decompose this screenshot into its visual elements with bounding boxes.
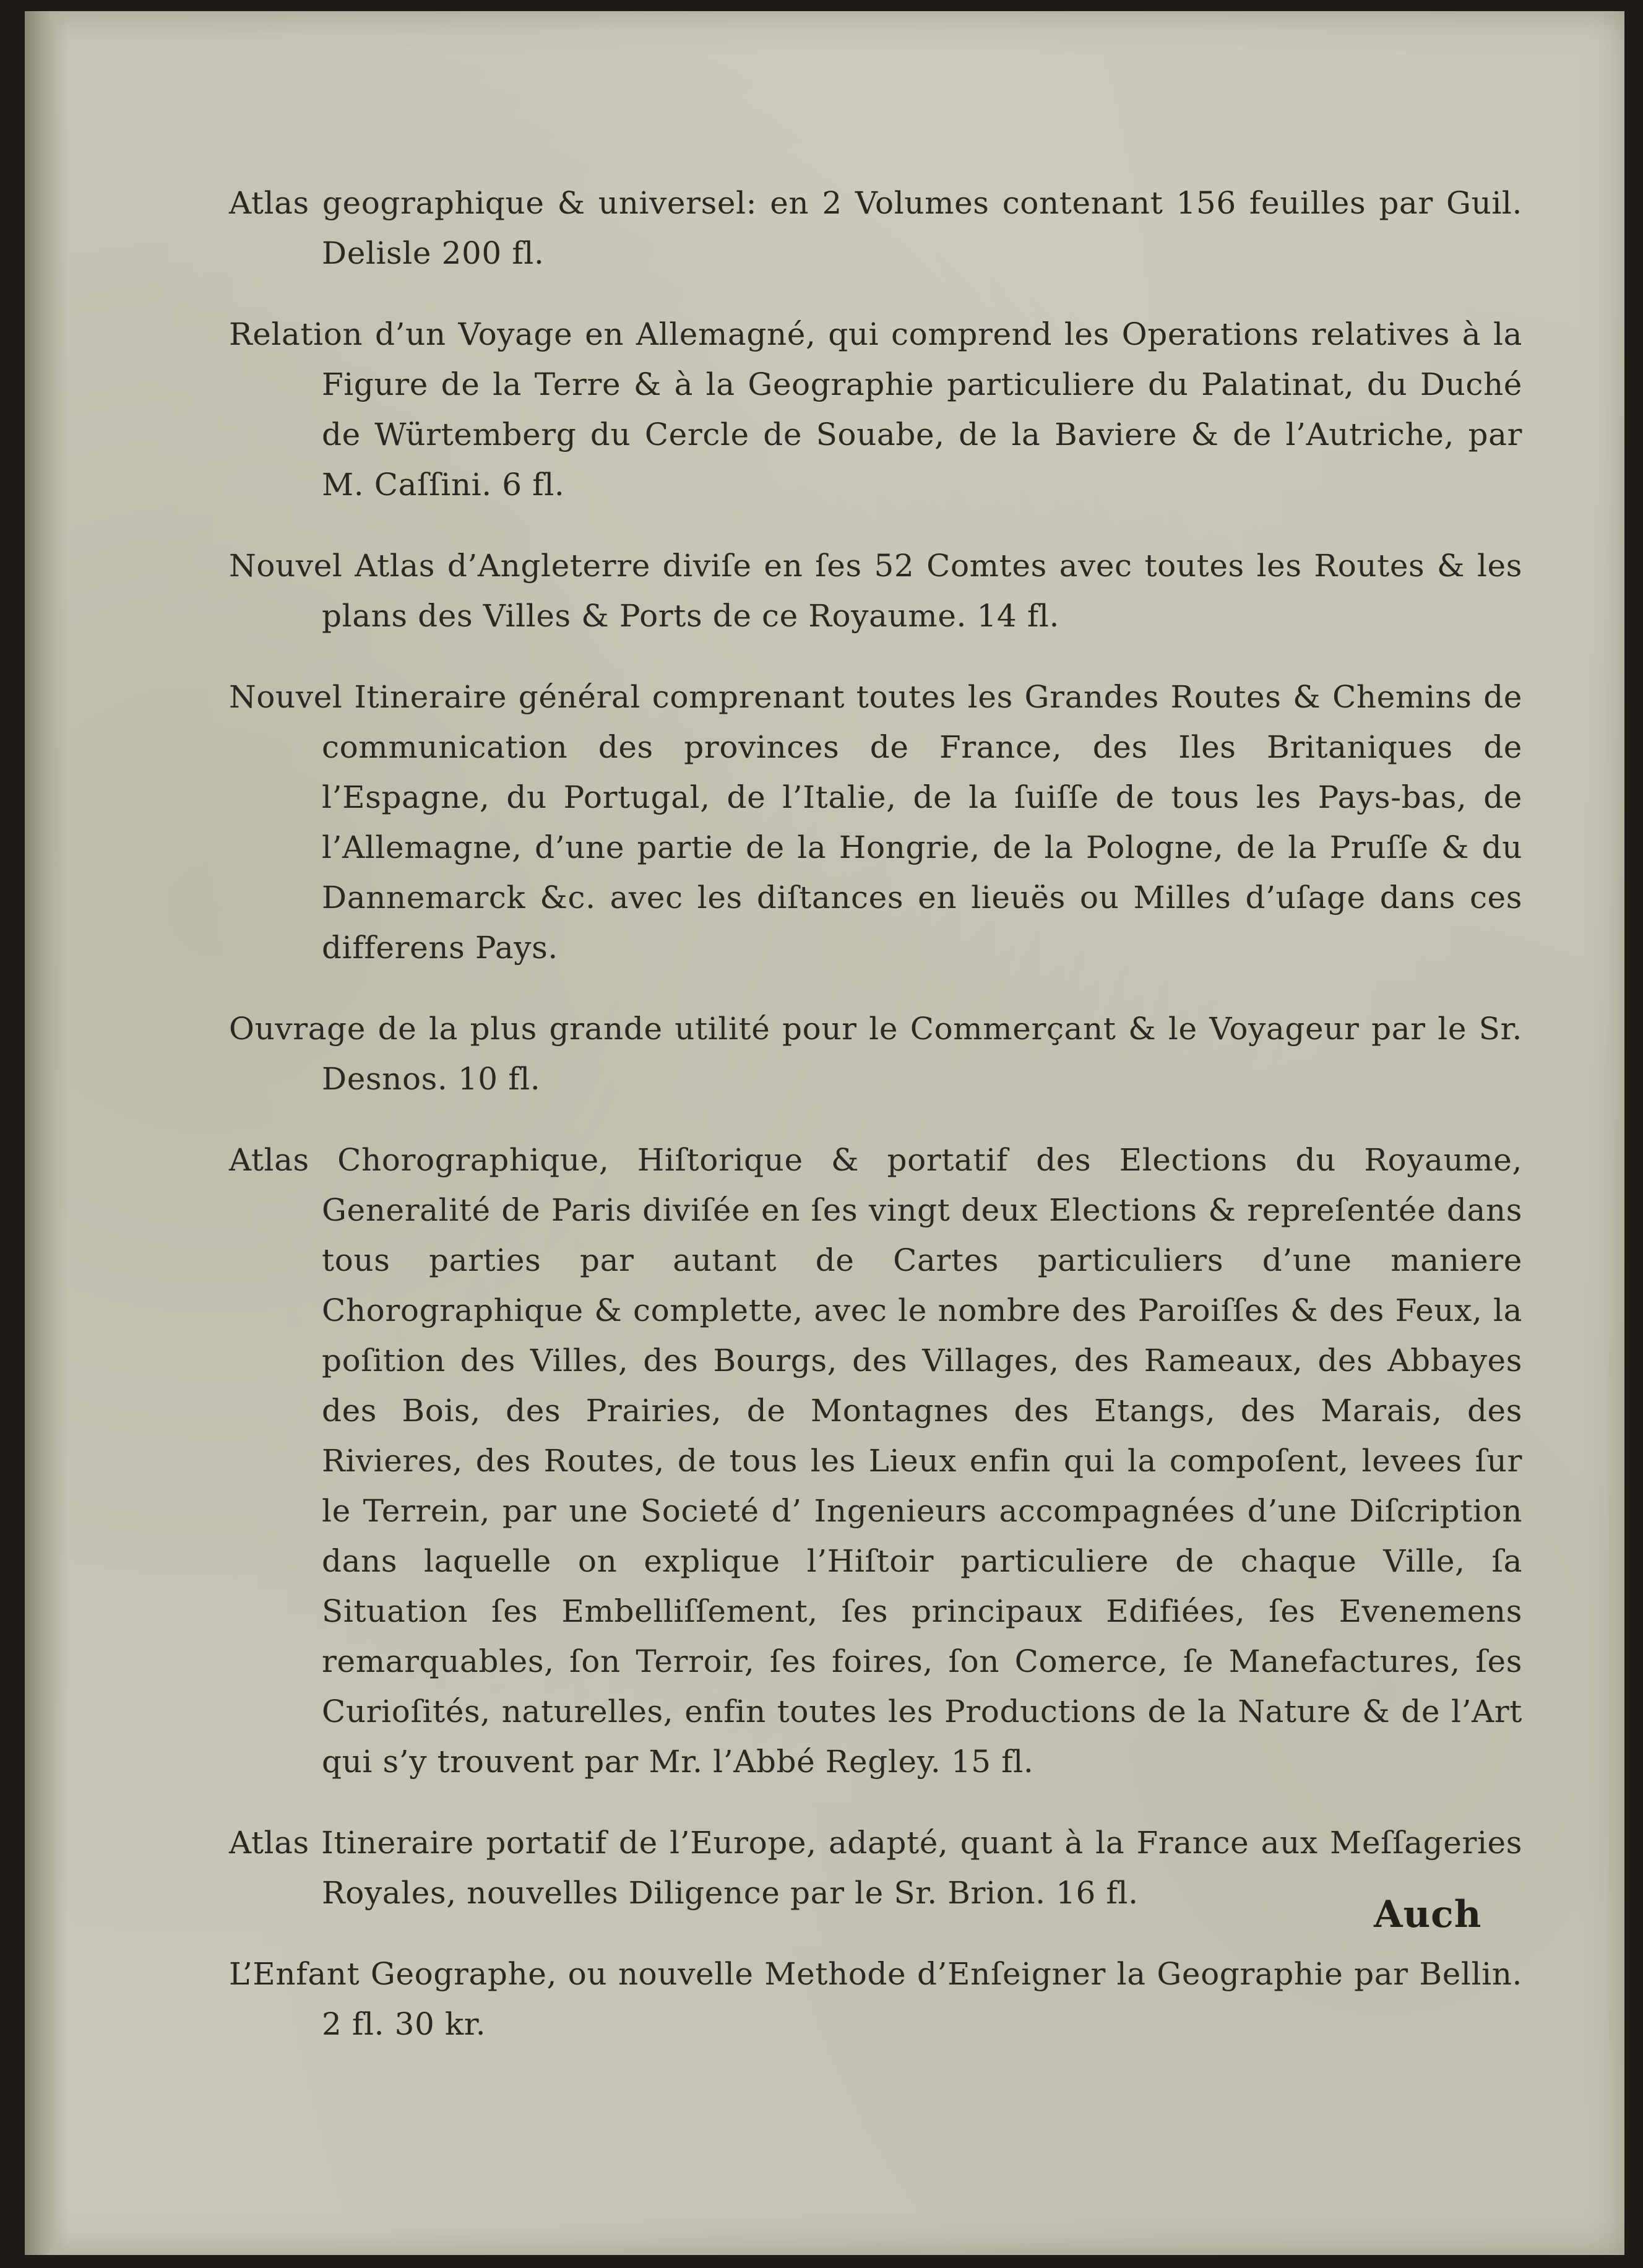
- catalog-entry: L’Enfant Geographe, ou nouvelle Methode d’Enſeigner la Geographie par Bellin. 2 fl. 30 kr.: [229, 1956, 1522, 2042]
- catalog-entry: Ouvrage de la plus grande utilité pour le Commerçant & le Voyageur par le Sr. Desnos. 10 fl.: [229, 1011, 1522, 1097]
- catalog-entry: Atlas Chorographique, Hiſtorique & portatif des Elections du Royaume, Generalité de Paris diviſée en ſes vingt deux Elections & repreſentée dans tous parties par autant de Cartes particuliers d’une maniere Chorographique & complette, avec le nombre des Paroiſſes & des Feux, la poſition des Villes, des Bourgs, des Villages, des Rameaux, des Abbayes des Bois, des Prairies, de Montagnes des Etangs, des Marais, des Rivieres, des Routes, de tous les Lieux enfin qui la compoſent, levees ſur le Terrein, par une Societé d’ Ingenieurs accompagnées d’une Diſcription dans laquelle on explique l’Hiſtoir particuliere de chaque Ville, ſa Situation ſes Embelliſſement, ſes principaux Edifiées, ſes Evenemens remarquables, ſon Terroir, ſes foires, ſon Comerce, ſe Manefactures, ſes Curioſités, naturelles, enfin toutes les Productions de la Nature & de l’Art qui s’y trouvent par Mr. l’Abbé Regley. 15 fl.: [229, 1142, 1522, 1780]
- catchword: Auch: [1374, 1893, 1482, 1936]
- catalog-entry: Atlas geographique & universel: en 2 Volumes contenant 156 feuilles par Guil. Delisle 200 fl.: [229, 185, 1522, 271]
- page-spine-shadow: [25, 11, 68, 2255]
- catalog-entry: Nouvel Itineraire général comprenant toutes les Grandes Routes & Chemins de communication des provinces de France, des Iles Britaniques de l’Espagne, du Portugal, de l’Italie, de la ſuiſſe de tous les Pays-bas, de l’Allemagne, d’une partie de la Hongrie, de la Pologne, de la Pruſſe & du Dannemarck &c. avec les diſtances en lieuës ou Milles d’uſage dans ces differens Pays.: [229, 679, 1522, 966]
- catalog-entry: Nouvel Atlas d’Angleterre diviſe en ſes 52 Comtes avec toutes les Routes & les plans des Villes & Ports de ce Royaume. 14 fl.: [229, 548, 1522, 634]
- catalog-entry: Atlas Itineraire portatif de l’Europe, adapté, quant à la France aux Meſſageries Royales, nouvelles Diligence par le Sr. Brion. 16 fl.: [229, 1825, 1522, 1911]
- catalog-entries: [229, 178, 1522, 2058]
- catalog-entry: Relation d’un Voyage en Allemagné, qui comprend les Operations relatives à la Figure de la Terre & à la Geographie particuliere du Palatinat, du Duché de Würtemberg du Cercle de Souabe, de la Baviere & de l’Autriche, par M. Caſſini. 6 fl.: [229, 316, 1522, 503]
- book-page: [25, 11, 1624, 2255]
